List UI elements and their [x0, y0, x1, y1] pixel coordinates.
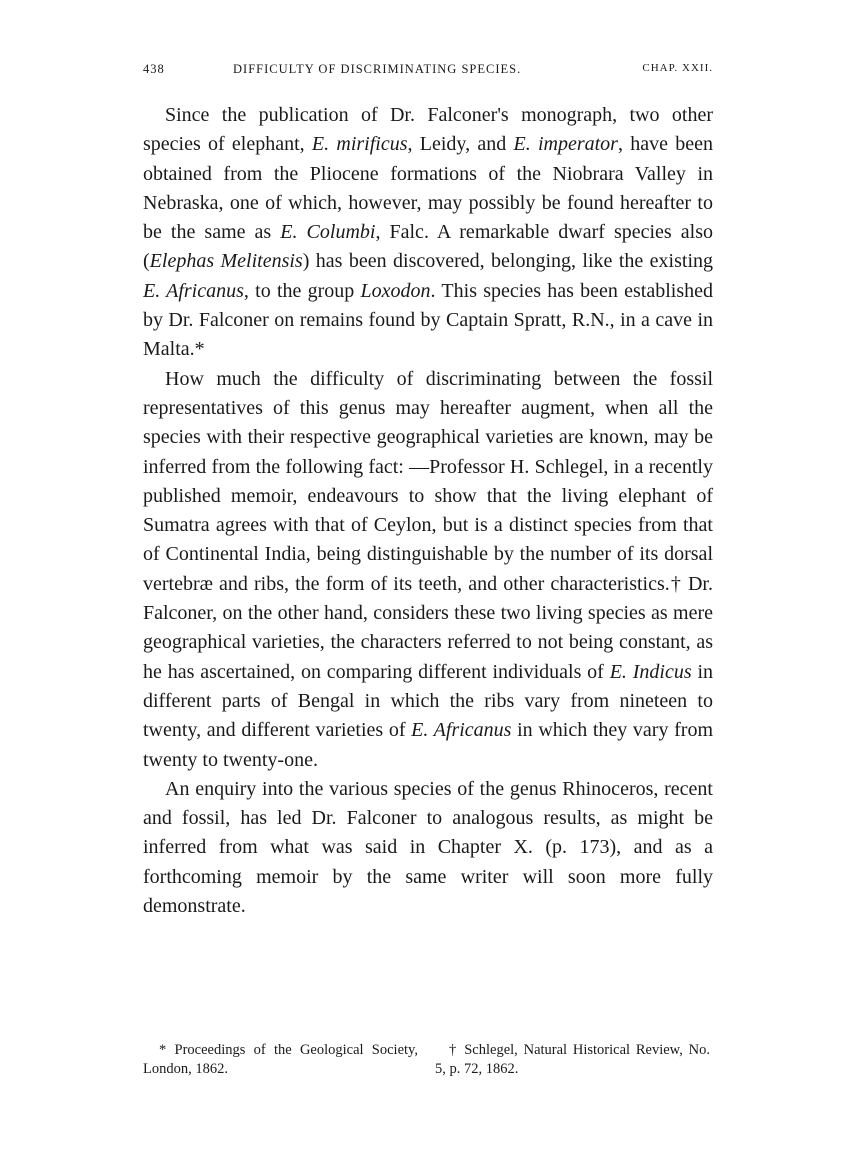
- text-run: in different parts of Bengal in which the ribs vary from nineteen to twenty, and different varieties of: [143, 660, 714, 742]
- italic-term: E. Columbi: [280, 221, 376, 244]
- text-run: , have been obtained from the Pliocene formations of the Niobrara Valley in Nebraska, one of which, however, may possibly be found hereafter to be the same as: [143, 133, 713, 244]
- italic-term: E. imperator: [513, 133, 618, 156]
- italic-term: Loxodon: [360, 279, 431, 302]
- text-run: An enquiry into the various species of the genus Rhinoceros, recent and fossil, has led Dr. Falconer to analogous results, as might be inferred from what was said in Chapter X. (p. 173), and as a forthcoming memoir by the same writer will soon more fully demonstrate.: [143, 777, 713, 918]
- footnote-left: * Proceedings of the Geological Society, London, 1862.: [143, 1042, 418, 1077]
- text-run: How much the difficulty of discriminating between the fossil representatives of this genus may hereafter augment, when all the species with their respective geographical varieties are known, may be inferred from the following fact: —Professor H. Schlegel, in a recently published memoir, endeavours to show that the living elephant of Sumatra agrees with that of Ceylon, but is a distinct species from that of Continental India, being distinguishable by the number of its dorsal vertebræ and ribs, the form of its teeth, and other characteristics.† Dr. Falconer, on the other hand, considers these two living species as mere geographical varieties, the characters referred to not being constant, as he has ascertained, on comparing different individuals of: [143, 367, 713, 683]
- text-run: , Falc. A remarkable dwarf species also (: [143, 221, 713, 273]
- italic-term: E. Africanus: [143, 279, 244, 302]
- text-run: in which they vary from twenty to twenty-one.: [143, 719, 713, 771]
- text-run: . This species has been established by Dr. Falconer on remains found by Captain Spratt, R.N., in a cave in Malta.*: [143, 279, 713, 361]
- text-run: ) has been discovered, belonging, like the existing: [302, 250, 713, 273]
- running-title: DIFFICULTY OF DISCRIMINATING SPECIES.: [233, 62, 522, 76]
- text-run: , to the group: [243, 279, 361, 302]
- paragraph-1: [143, 101, 713, 365]
- text-run: Since the publication of Dr. Falconer's monograph, two other species of elephant,: [143, 104, 713, 156]
- page-number: 438: [143, 62, 165, 76]
- italic-term: Elephas Melitensis: [149, 250, 303, 273]
- text-run: , Leidy, and: [407, 133, 514, 156]
- page-header: [143, 62, 713, 88]
- italic-term: E. mirificus: [311, 133, 408, 156]
- body-text: [143, 101, 713, 921]
- paragraph-2: [143, 365, 713, 775]
- footnote-right: † Schlegel, Natural Historical Review, No. 5, p. 72, 1862.: [435, 1042, 710, 1077]
- paragraph-3: [143, 775, 713, 921]
- italic-term: E. Africanus: [411, 719, 512, 742]
- chapter-label: CHAP. XXII.: [642, 62, 713, 74]
- italic-term: E. Indicus: [609, 660, 692, 683]
